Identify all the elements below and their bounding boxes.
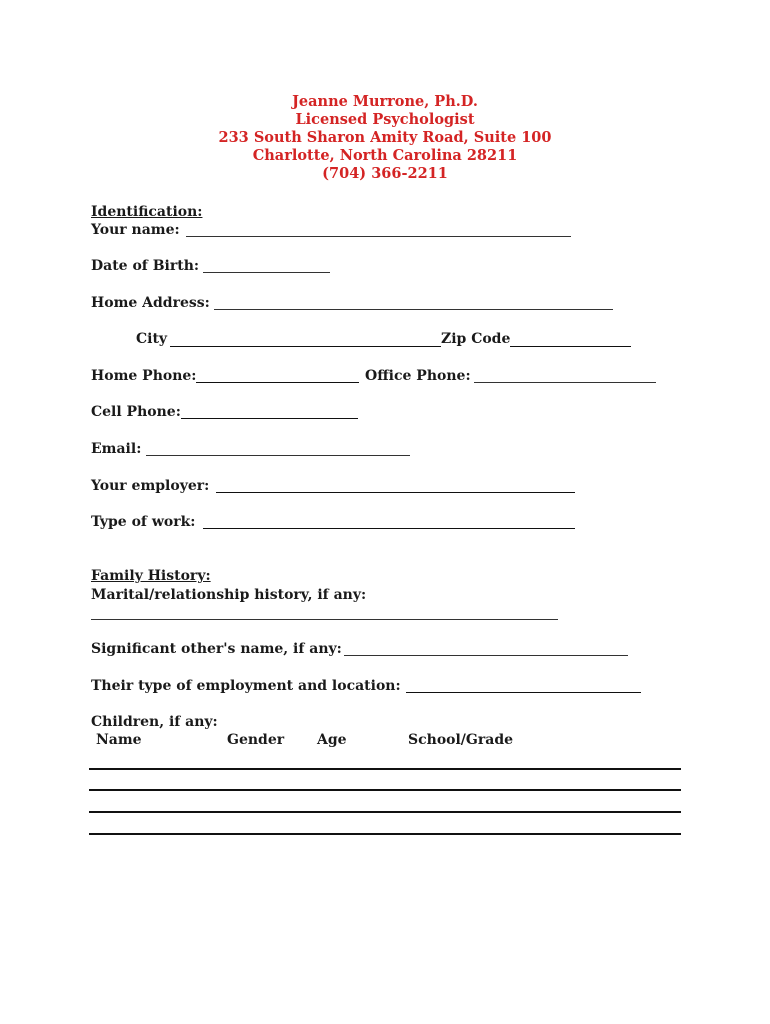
- children-row-line-2[interactable]: [89, 789, 681, 791]
- significant-other-label: Significant other's name, if any:: [91, 641, 342, 657]
- your-name-label: Your name:: [91, 222, 180, 238]
- office-phone-field[interactable]: [474, 382, 656, 383]
- email-label: Email:: [91, 441, 142, 457]
- type-of-work-field[interactable]: [203, 528, 575, 529]
- home-phone-field[interactable]: [196, 382, 359, 383]
- home-address-label: Home Address:: [91, 295, 210, 311]
- identification-heading: Identification:: [91, 204, 203, 220]
- letterhead: [0, 93, 770, 183]
- marital-history-field[interactable]: [91, 619, 558, 620]
- children-col-gender: Gender: [227, 732, 285, 748]
- marital-history-label: Marital/relationship history, if any:: [91, 587, 367, 603]
- dob-label: Date of Birth:: [91, 258, 200, 274]
- city-label: City: [136, 331, 168, 347]
- practice-city-state-zip: Charlotte, North Carolina 28211: [252, 147, 518, 164]
- dob-field[interactable]: [203, 272, 330, 273]
- type-of-work-label: Type of work:: [91, 514, 196, 530]
- significant-other-field[interactable]: [344, 655, 628, 656]
- employer-label: Your employer:: [91, 478, 210, 494]
- your-name-field[interactable]: [186, 236, 571, 237]
- cell-phone-field[interactable]: [181, 418, 358, 419]
- practice-phone: (704) 366-2211: [322, 165, 448, 182]
- zip-field[interactable]: [510, 346, 631, 347]
- their-employment-field[interactable]: [406, 692, 641, 693]
- practitioner-title: Licensed Psychologist: [295, 111, 475, 128]
- email-field[interactable]: [146, 455, 410, 456]
- cell-phone-label: Cell Phone:: [91, 404, 181, 420]
- employer-field[interactable]: [216, 492, 575, 493]
- children-col-age: Age: [317, 732, 347, 748]
- home-phone-label: Home Phone:: [91, 368, 197, 384]
- office-phone-label: Office Phone:: [365, 368, 471, 384]
- children-col-school-grade: School/Grade: [408, 732, 514, 748]
- practitioner-name: Jeanne Murrone, Ph.D.: [292, 93, 478, 110]
- home-address-field[interactable]: [214, 309, 613, 310]
- children-row-line-4[interactable]: [89, 833, 681, 835]
- city-field[interactable]: [170, 346, 441, 347]
- their-employment-label: Their type of employment and location:: [91, 678, 401, 694]
- children-row-line-1[interactable]: [89, 768, 681, 770]
- zip-label: Zip Code: [441, 331, 511, 347]
- children-col-name: Name: [96, 732, 142, 748]
- children-row-line-3[interactable]: [89, 811, 681, 813]
- practice-address: 233 South Sharon Amity Road, Suite 100: [218, 129, 552, 146]
- children-label: Children, if any:: [91, 714, 218, 730]
- family-history-heading: Family History:: [91, 568, 211, 584]
